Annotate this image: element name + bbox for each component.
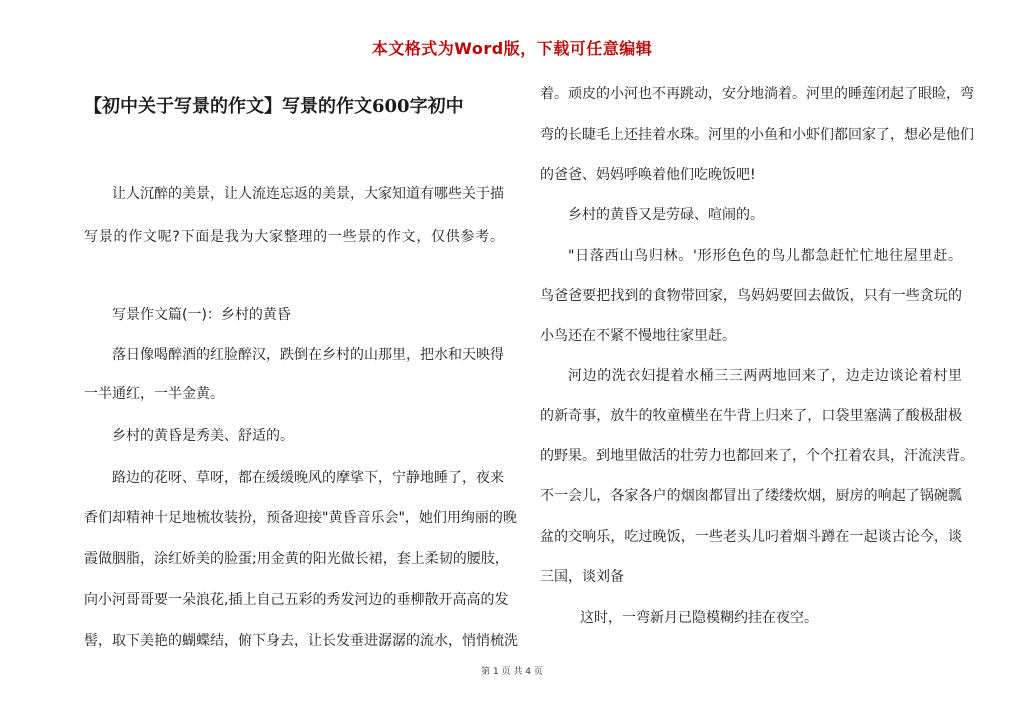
paragraph-line: 让人沉醉的美景，让人流连忘返的美景，大家知道有哪些关于描 [112,186,504,202]
paragraph-line: 乡村的黄昏又是劳碌、喧闹的。 [568,207,764,223]
paragraph-line: 的新奇事，放牛的牧童横坐在牛背上归来了，口袋里塞满了酸极甜极 [540,408,962,424]
paragraph-line: 的爸爸、妈妈呼唤着他们吃晚饭吧! [540,167,756,183]
paragraph-line: 落日像喝醉酒的红脸醉汉，跌倒在乡村的山那里，把水和天映得 [112,347,504,363]
paragraph-line: 霞做胭脂，涂红娇美的脸蛋;用金黄的阳光做长裙，套上柔韧的腰肢， [84,551,509,567]
section-heading: 写景作文篇(一)：乡村的黄昏 [112,307,291,323]
paragraph-line: 三国，谈刘备 [540,569,624,585]
paragraph-line: 髻，取下美艳的蝴蝶结，俯下身去，让长发垂进潺潺的流水，悄悄梳洗 [84,633,518,649]
document-title: 【初中关于写景的作文】写景的作文600字初中 [84,96,464,117]
paragraph-line: 这时，一弯新月已隐模糊约挂在夜空。 [580,610,818,626]
download-banner: 本文格式为Word版，下载可任意编辑 [371,39,653,58]
paragraph-line: 小鸟还在不紧不慢地往家里赶。 [540,328,736,344]
paragraph-line: 向小河哥哥要一朵浪花,插上自己五彩的秀发河边的垂柳散开高高的发 [84,592,509,608]
paragraph-line: 一半通红，一半金黄。 [84,386,224,402]
paragraph-line: 路边的花呀、草呀，都在缓缓晚风的摩挲下，宁静地睡了，夜来 [112,470,504,486]
paragraph-line: 着。顽皮的小河也不再跳动，安分地淌着。河里的睡莲闭起了眼睑，弯 [540,86,974,102]
paragraph-line: 乡村的黄昏是秀美、舒适的。 [112,428,294,444]
paragraph-line: "日落西山鸟归林。'形形色色的鸟儿都急赶忙忙地往屋里赶。 [568,248,962,264]
paragraph-line: 不一会儿，各家各户的烟囱都冒出了缕缕炊烟，厨房的响起了锅碗瓢 [540,488,962,504]
paragraph-line: 的野果。到地里做活的壮劳力也都回来了，个个扛着农具，汗流浃背。 [540,448,974,464]
paragraph-line: 河边的洗衣妇提着水桶三三两两地回来了，边走边谈论着村里 [568,368,962,384]
paragraph-line: 盆的交响乐，吃过晚饭，一些老头儿叼着烟斗蹲在一起谈古论今，谈 [540,529,962,545]
page-number: 第 1 页 共 4 页 [481,667,543,677]
paragraph-line: 鸟爸爸要把找到的食物带回家，鸟妈妈要回去做饭，只有一些贪玩的 [540,288,962,304]
paragraph-line: 弯的长睫毛上还挂着水珠。河里的小鱼和小虾们都回家了，想必是他们 [540,127,974,143]
paragraph-line: 写景的作文呢?下面是我为大家整理的一些景的作文，仅供参考。 [84,229,504,245]
paragraph-line: 香们却精神十足地梳妆装扮，预备迎接"黄昏音乐会"，她们用绚丽的晚 [84,510,517,526]
